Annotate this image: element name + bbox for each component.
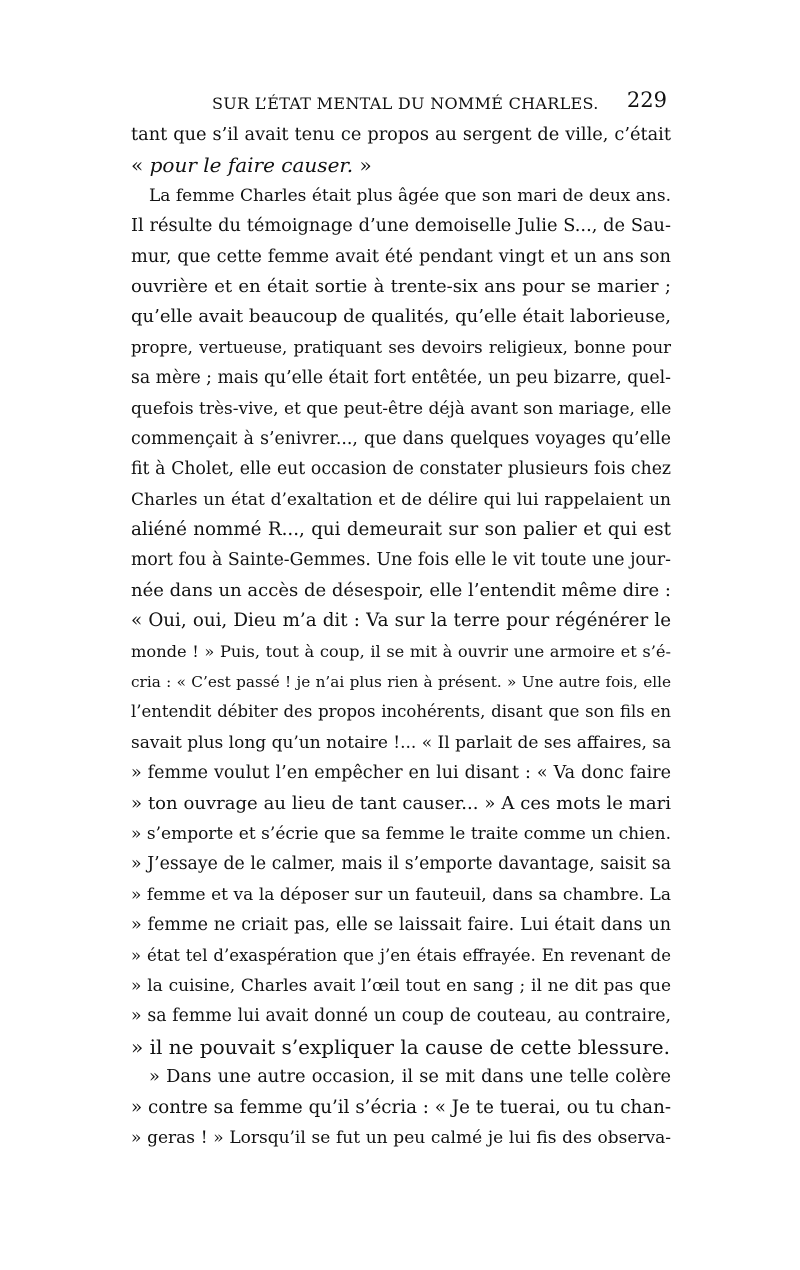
text-line: fit à Cholet, elle eut occasion de constater plusieurs fois chez [131, 459, 671, 480]
text-line: » état tel d’exaspération que j’en étais effrayée. En revenant de [131, 945, 671, 965]
text-line: commençait à s’enivrer..., que dans quelques voyages qu’elle [131, 428, 671, 449]
text-line: Il résulte du témoignage d’une demoiselle Julie S..., de Sau- [131, 216, 671, 237]
text-line: cria : « C’est passé ! je n’ai plus rien à présent. » Une autre fois, elle [131, 673, 671, 692]
text-line: « Oui, oui, Dieu m’a dit : Va sur la terre pour régénérer le [131, 610, 671, 632]
text-line: » contre sa femme qu’il s’écria : « Je te tuerai, ou tu chan- [131, 1096, 671, 1118]
text-line: » ton ouvrage au lieu de tant causer... » A ces mots le mari [131, 792, 671, 814]
text-line: » geras ! » Lorsqu’il se fut un peu calmé je lui fis des observa- [131, 1127, 671, 1148]
text-line: « pour le faire causer. » [131, 153, 372, 178]
text-line: savait plus long qu’un notaire !... « Il parlait de ses affaires, sa [131, 732, 672, 753]
page-header [212, 88, 667, 118]
text-line: La femme Charles était plus âgée que son mari de deux ans. [149, 185, 671, 206]
text-line: née dans un accès de désespoir, elle l’entendit même dire : [131, 579, 671, 601]
text-line: » la cuisine, Charles avait l’œil tout en sang ; il ne dit pas que [131, 975, 671, 996]
text-line: Charles un état d’exaltation et de délire qui lui rappelaient un [131, 489, 671, 510]
text-line: » sa femme lui avait donné un coup de couteau, au contraire, [131, 1006, 671, 1027]
text-line: » femme voulut l’en empêcher en lui disant : « Va donc faire [131, 763, 671, 784]
text-line: mort fou à Sainte-Gemmes. Une fois elle le vit toute une jour- [131, 550, 671, 571]
text-line: aliéné nommé R..., qui demeurait sur son palier et qui est [131, 519, 671, 541]
body-text [131, 120, 671, 1153]
text-line: qu’elle avait beaucoup de qualités, qu’elle était laborieuse, [131, 306, 671, 328]
text-line: » femme et va la déposer sur un fauteuil, dans sa chambre. La [131, 884, 671, 905]
text-line: tant que s’il avait tenu ce propos au sergent de ville, c’était [131, 125, 671, 145]
text-line: » femme ne criait pas, elle se laissait faire. Lui était dans un [131, 915, 671, 936]
text-line: sa mère ; mais qu’elle était fort entêtée, un peu bizarre, quel- [131, 368, 671, 389]
text-line: » il ne pouvait s’expliquer la cause de cette blessure. [131, 1034, 670, 1059]
page-number: 229 [626, 88, 667, 112]
text-line: » Dans une autre occasion, il se mit dans une telle colère [149, 1067, 671, 1088]
text-line: monde ! » Puis, tout à coup, il se mit à ouvrir une armoire et s’é- [131, 641, 671, 661]
text-line: propre, vertueuse, pratiquant ses devoirs religieux, bonne pour [131, 337, 671, 357]
text-line: mur, que cette femme avait été pendant vingt et un ans son [131, 246, 671, 267]
text-line: ouvrière et en était sortie à trente-six ans pour se marier ; [131, 275, 671, 297]
text-line: l’entendit débiter des propos incohérents, disant que son fils en [131, 702, 671, 722]
running-title: SUR L’ÉTAT MENTAL DU NOMMÉ CHARLES. [212, 94, 599, 113]
text-line: » s’emporte et s’écrie que sa femme le traite comme un chien. [131, 823, 671, 844]
text-line: quefois très-vive, et que peut-être déjà avant son mariage, elle [131, 398, 672, 419]
text-line: » J’essaye de le calmer, mais il s’emporte davantage, saisit sa [131, 854, 671, 875]
